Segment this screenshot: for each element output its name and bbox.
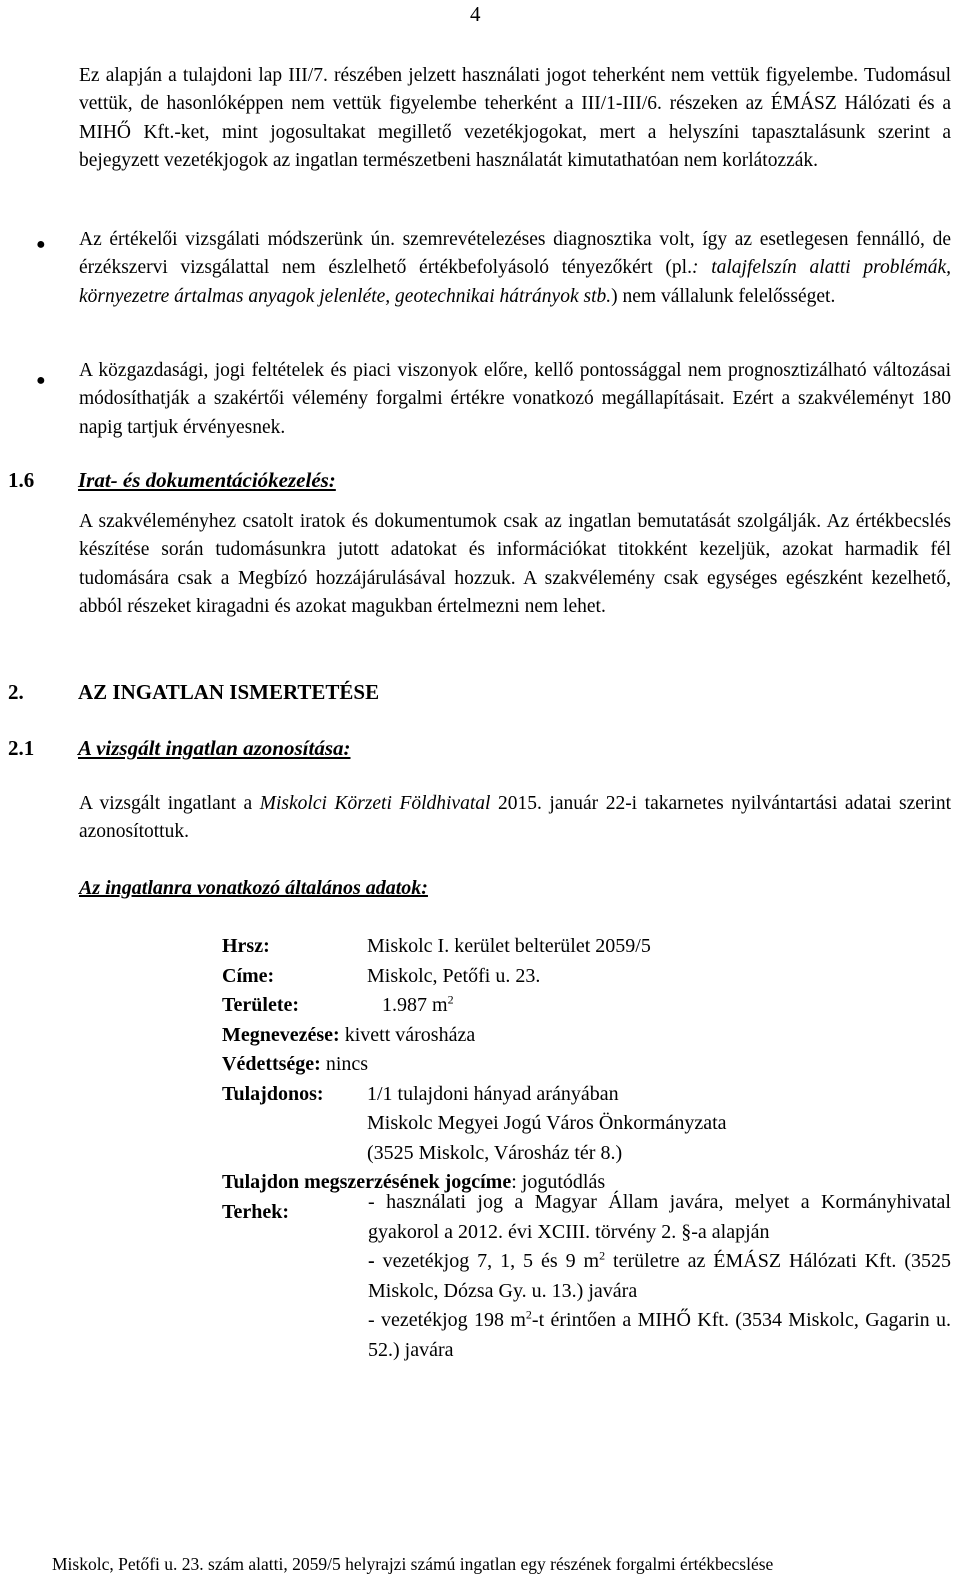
tulajdonos-label: Tulajdonos:	[222, 1082, 324, 1105]
info-row-tulajdonos-2	[222, 1109, 952, 1139]
info-row-tulajdonos-3	[222, 1139, 952, 1169]
section-number: 2.	[8, 680, 24, 704]
info-row-hrsz	[222, 932, 952, 962]
terhek-item-1: - használati jog a Magyar Állam javára, melyet a Kormányhivatal gyakorol a 2012. évi XCIII. törvény 2. §-a alapján	[368, 1191, 951, 1243]
bullet-icon: ●	[36, 236, 46, 253]
hrsz-value: Miskolc I. kerület belterület 2059/5	[367, 935, 651, 957]
info-row-vedettseg	[222, 1050, 952, 1080]
land-office-name: Miskolci Körzeti Földhivatal	[259, 793, 491, 814]
bullet-icon: ●	[36, 372, 46, 389]
jogcim-label: Tulajdon megszerzésének jogcíme	[222, 1171, 512, 1193]
terhek-item-3	[368, 1306, 951, 1365]
intro-paragraph: Ez alapján a tulajdoni lap III/7. részében jelzett használati jogot teherként nem vettük figyelembe. Tudomásul vettük, de hasonlóképpen nem vettük figyelembe teherként a III/1-III/6. részeken az ÉMÁSZ Hálózati és a MIHŐ Kft.-ket, mint jogosultakat megillető vezetékjogokat, mert a helyszíni tapasztalásunk szerint a bejegyzett vezetékjogok az ingatlan természetbeni használatát kimutathatóan nem korlátozzák.	[79, 65, 951, 172]
page-footer: Miskolc, Petőfi u. 23. szám alatti, 2059/5 helyrajzi számú ingatlan egy részének forgalmi értékbecslése	[52, 1554, 774, 1574]
terhek-2-text-end: területre az ÉMÁSZ Hálózati Kft. (3525 Miskolc, Dózsa Gy. u. 13.) javára	[368, 1250, 951, 1302]
terhek-label: Terhek:	[222, 1200, 290, 1223]
terhek-3-text: - vezetékjog 198 m	[368, 1309, 526, 1332]
vedettseg-label: Védettsége:	[222, 1053, 321, 1075]
bullet-paragraph-validity: A közgazdasági, jogi feltételek és piaci viszonyok előre, kellő pontossággal nem prognosztizálható változásai módosíthatják a szakértői vélemény forgalmi értékre vonatkozó megállapításait. Ezért a szakvéleményt 180 napig tartjuk érvényesnek.	[79, 360, 951, 438]
tulajdonos-line-2: Miskolc Megyei Jogú Város Önkormányzata	[367, 1112, 727, 1134]
cim-value: Miskolc, Petőfi u. 23.	[367, 964, 541, 987]
terhek-dash: -	[368, 1250, 375, 1273]
section-title: Irat- és dokumentációkezelés:	[78, 468, 336, 492]
hrsz-label: Hrsz:	[222, 935, 270, 957]
tulajdonos-line-3: (3525 Miskolc, Városház tér 8.)	[367, 1141, 623, 1164]
terulet-unit-sup: 2	[447, 992, 454, 1007]
section-1-6-paragraph: A szakvéleményhez csatolt iratok és dokumentumok csak az ingatlan bemutatását szolgálják. Az értékbecslés készítése során tudomásunkra jutott adatokat és információkat titokként kezeljük, azokat harmadik fél tudomására csak a Megbízó hozzájárulásával hozzuk. A szakvélemény csak egységes egészként kezelhető, abból részeket kiragadni és azokat magukban értelmezni nem lehet.	[79, 511, 951, 618]
cim-label: Címe:	[222, 964, 275, 987]
jogcim-value: : jogutódlás	[511, 1171, 606, 1193]
megnevezes-value: kivett városháza	[339, 1023, 476, 1046]
section-number: 1.6	[8, 468, 35, 492]
section-number: 2.1	[8, 736, 35, 760]
terulet-number: 1.987 m	[382, 994, 448, 1016]
terhek-item-2	[368, 1247, 951, 1306]
megnevezes-label: Megnevezése:	[222, 1023, 340, 1046]
identification-text-end: 2015. január 22-i takarnetes nyilvántartási adatai szerint azonosítottuk.	[79, 793, 952, 843]
section-2-1-paragraph	[79, 790, 951, 847]
terhek-3-text-end: -t érintően a MIHŐ Kft. (3534 Miskolc, Gagarin u. 52.) javára	[368, 1309, 951, 1361]
bullet-paragraph-methodology	[79, 226, 951, 311]
info-row-cim	[222, 962, 952, 992]
section-heading-1-6	[8, 466, 336, 494]
section-title: A vizsgált ingatlan azonosítása:	[78, 736, 351, 760]
info-row-tulajdonos	[222, 1080, 952, 1110]
identification-text: A vizsgált ingatlant a	[79, 793, 260, 814]
section-title: AZ INGATLAN ISMERTETÉSE	[78, 680, 380, 704]
terhek-list	[368, 1188, 951, 1366]
vedettseg-value: nincs	[320, 1053, 369, 1075]
info-row-terulet	[222, 991, 952, 1021]
terhek-2-text: vezetékjog 7, 1, 5 és 9 m	[374, 1250, 600, 1273]
tulajdonos-line-1: 1/1 tulajdoni hányad arányában	[367, 1082, 619, 1105]
general-data-heading: Az ingatlanra vonatkozó általános adatok:	[79, 877, 428, 899]
terulet-label: Területe:	[222, 994, 300, 1016]
methodology-text: Az értékelői vizsgálati módszerünk ún. szemrevételezéses diagnosztika volt, így az esetlegesen fennálló, de érzékszervi vizsgálattal nem észlelhető értékbefolyásoló tényezőkért (pl.	[79, 229, 951, 279]
page-number: 4	[470, 2, 481, 26]
methodology-italic-text: : talajfelszín alatti problémák, környezetre ártalmas anyagok jelenléte, geotechnikai hátrányok stb.	[79, 257, 951, 307]
section-heading-2-1	[8, 734, 351, 762]
terhek-3-sup: 2	[525, 1307, 532, 1322]
methodology-text-end: ) nem vállalunk felelősséget.	[611, 285, 836, 307]
section-heading-2	[8, 678, 379, 706]
terulet-value	[382, 991, 454, 1021]
info-row-megnevezes	[222, 1021, 952, 1051]
terhek-2-sup: 2	[599, 1248, 606, 1263]
property-info-table	[222, 932, 952, 1227]
